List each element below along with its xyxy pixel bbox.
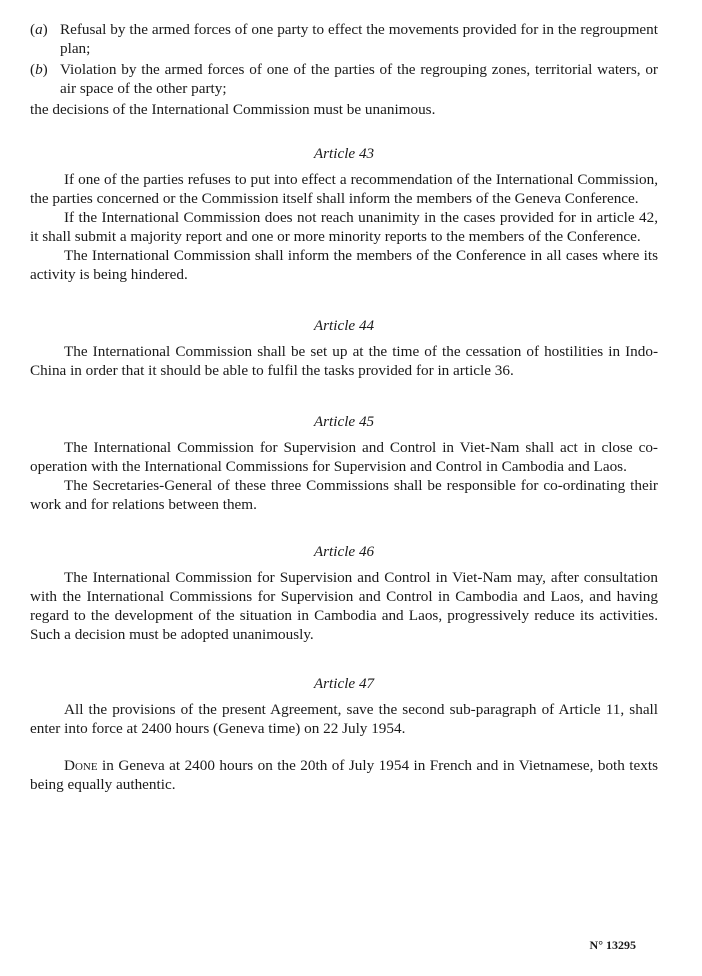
article-47-paragraph-1: All the provisions of the present Agreement, save the second sub-paragraph of Article 11, shall enter into force at 2400 hours (Geneva time) on 22 July 1954. (30, 701, 658, 737)
article-43-paragraph-1: If one of the parties refuses to put into effect a recommendation of the International Commission, the parties concerned or the Commission itself shall inform the members of the Geneva Conference. (30, 171, 658, 207)
article-45-paragraph-2: The Secretaries-General of these three Commissions shall be responsible for co-ordinating their work and for relations between them. (30, 477, 658, 513)
list-item-label: (a) (30, 21, 48, 38)
list-item-label: (b) (30, 61, 48, 78)
article-45-paragraph-1: The International Commission for Supervision and Control in Viet-Nam shall act in close co-operation with the International Commissions for Supervision and Control in Cambodia and Laos. (30, 439, 658, 475)
done-text: in Geneva at 2400 hours on the 20th of July 1954 in French and in Vietnamese, both texts being equally authentic. (30, 757, 658, 793)
closing-sentence: the decisions of the International Commission must be unanimous. (30, 101, 436, 118)
article-45-heading: Article 45 (313, 413, 375, 430)
article-43-paragraph-2: If the International Commission does not reach unanimity in the cases provided for in article 42, it shall submit a majority report and one or more minority reports to the members of the Conference. (30, 209, 658, 245)
article-46-heading: Article 46 (313, 543, 375, 560)
article-43-heading: Article 43 (313, 145, 375, 162)
document-page (30, 20, 658, 794)
done-lead: Done (64, 757, 98, 774)
done-statement (30, 756, 658, 794)
list-item-text: Refusal by the armed forces of one party to effect the movements provided for in the regroupment plan; (60, 21, 658, 57)
list-item-text: Violation by the armed forces of one of the parties of the regrouping zones, territorial waters, or air space of the other party; (60, 61, 658, 97)
article-43-paragraph-3: The International Commission shall inform the members of the Conference in all cases where its activity is being hindered. (30, 247, 658, 283)
list-item-b (30, 60, 658, 98)
article-47-heading: Article 47 (313, 675, 375, 692)
article-44-paragraph-1: The International Commission shall be set up at the time of the cessation of hostilities in Indo-China in order that it should be able to fulfil the tasks provided for in article 36. (30, 343, 658, 379)
article-46-paragraph-1: The International Commission for Supervision and Control in Viet-Nam may, after consultation with the International Commissions for Supervision and Control in Cambodia and Laos, and having regard to the development of the situation in Cambodia and Laos, progressively reduce its activities. Such a decision must be adopted unanimously. (30, 569, 658, 643)
article-44-heading: Article 44 (313, 317, 375, 334)
list-item-a (30, 20, 658, 58)
page-number: N° 13295 (589, 938, 636, 952)
